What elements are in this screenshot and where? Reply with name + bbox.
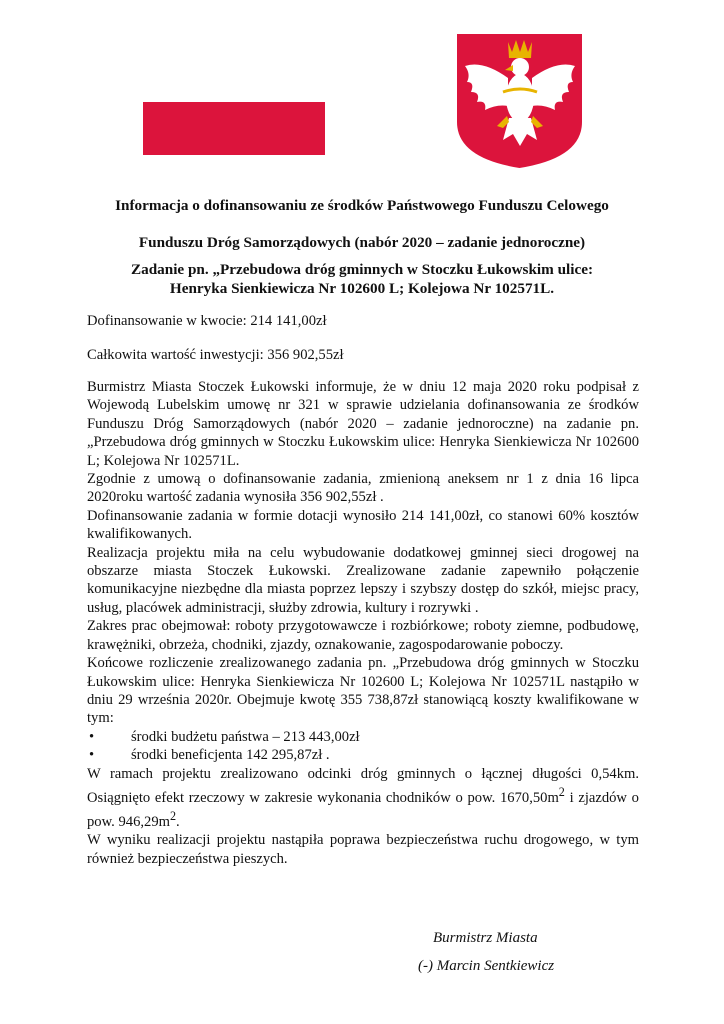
superscript: 2	[558, 784, 565, 799]
total-value: Całkowita wartość inwestycji: 356 902,55zł	[87, 347, 344, 363]
heading-task-line2: Henryka Sienkiewicza Nr 102600 L; Kolejowa Nr 102571L.	[169, 280, 555, 297]
bullet-icon: •	[89, 728, 95, 745]
paragraph: Dofinansowanie zadania w formie dotacji wynosiło 214 141,00zł, co stanowi 60% kosztów kwalifikowanych.	[87, 507, 639, 543]
list-item	[87, 728, 639, 746]
list-item	[87, 746, 639, 764]
paragraph: Zakres prac obejmował: roboty przygotowawcze i rozbiórkowe; roboty ziemne, podbudowę, krawężniki, obrzeża, chodniki, zjazdy, oznakowanie, zagospodarowanie poboczy.	[87, 618, 639, 653]
paragraph: W wyniku realizacji projektu nastąpiła poprawa bezpieczeństwa ruchu drogowego, w tym również bezpieczeństwa pieszych.	[87, 832, 639, 867]
paragraph: Zgodnie z umową o dofinansowanie zadania, zmienioną aneksem nr 1 z dnia 16 lipca 2020roku wartość zadania wynosiła 356 902,55zł .	[87, 471, 639, 506]
superscript: 2	[169, 809, 177, 824]
bullet-icon: •	[89, 747, 95, 764]
list-item-text: środki beneficjenta 142 295,87zł .	[131, 747, 330, 764]
paragraph-text: i zjazdów o pow. 946,29m	[87, 789, 639, 831]
paragraph	[87, 765, 639, 832]
coat-of-arms-eagle-icon	[453, 30, 586, 170]
list-item-text: środki budżetu państwa – 213 443,00zł	[131, 728, 360, 745]
paragraph: Końcowe rozliczenie zrealizowanego zadania pn. „Przebudowa dróg gminnych w Stoczku Łukowskim ulice: Henryka Sienkiewicza Nr 102600 L; Kolejowa Nr 102571L nastąpiło w dniu 29 września 2020r. Obejmuje kwotę 355 738,87zł stanowiącą koszty kwalifikowane w tym:	[87, 655, 639, 727]
heading-info: Informacja o dofinansowaniu ze środków Państwowego Funduszu Celowego	[115, 197, 609, 214]
signature-title: Burmistrz Miasta	[433, 930, 538, 946]
document-body	[87, 378, 639, 868]
paragraph-text: W ramach projektu zrealizowano odcinki dróg gminnych o łącznej długości 0,54km. Osiągnięto efekt rzeczowy w zakresie wykonania chodników o pow. 1670,50m	[87, 765, 639, 806]
funding-sources-list	[87, 728, 639, 765]
heading-fund: Funduszu Dróg Samorządowych (nabór 2020 – zadanie jednoroczne)	[138, 234, 586, 251]
heading-task-line1: Zadanie pn. „Przebudowa dróg gminnych w Stoczku Łukowskim ulice:	[130, 261, 594, 278]
period: .	[176, 814, 180, 831]
funding-amount: Dofinansowanie w kwocie: 214 141,00zł	[87, 313, 327, 329]
paragraph: Burmistrz Miasta Stoczek Łukowski informuje, że w dniu 12 maja 2020 roku podpisał z Wojewodą Lubelskim umowę nr 321 w sprawie udzielania dofinansowania ze środków Funduszu Dróg Samorządowych (nabór 2020 – zadanie jednoroczne) na zadanie pn. „Przebudowa dróg gminnych w Stoczku Łukowskim ulice: Henryka Sienkiewicza Nr 102600 L; Kolejowa Nr 102571L.	[87, 379, 639, 469]
heading-task	[60, 260, 664, 298]
paragraph: Realizacja projektu miła na celu wybudowanie dodatkowej gminnej sieci drogowej na obszarze miasta Stoczek Łukowski. Zrealizowane zadanie zapewniło połączenie komunikacyjne niezbędne dla miasta poprzez lepszy i szybszy dostęp do szkół, miejsc pracy, usług, placówek administracji, służby zdrowia, kultury i rozrywki .	[87, 544, 639, 616]
signature-name: (-) Marcin Sentkiewicz	[418, 958, 555, 974]
polish-flag	[143, 102, 325, 155]
